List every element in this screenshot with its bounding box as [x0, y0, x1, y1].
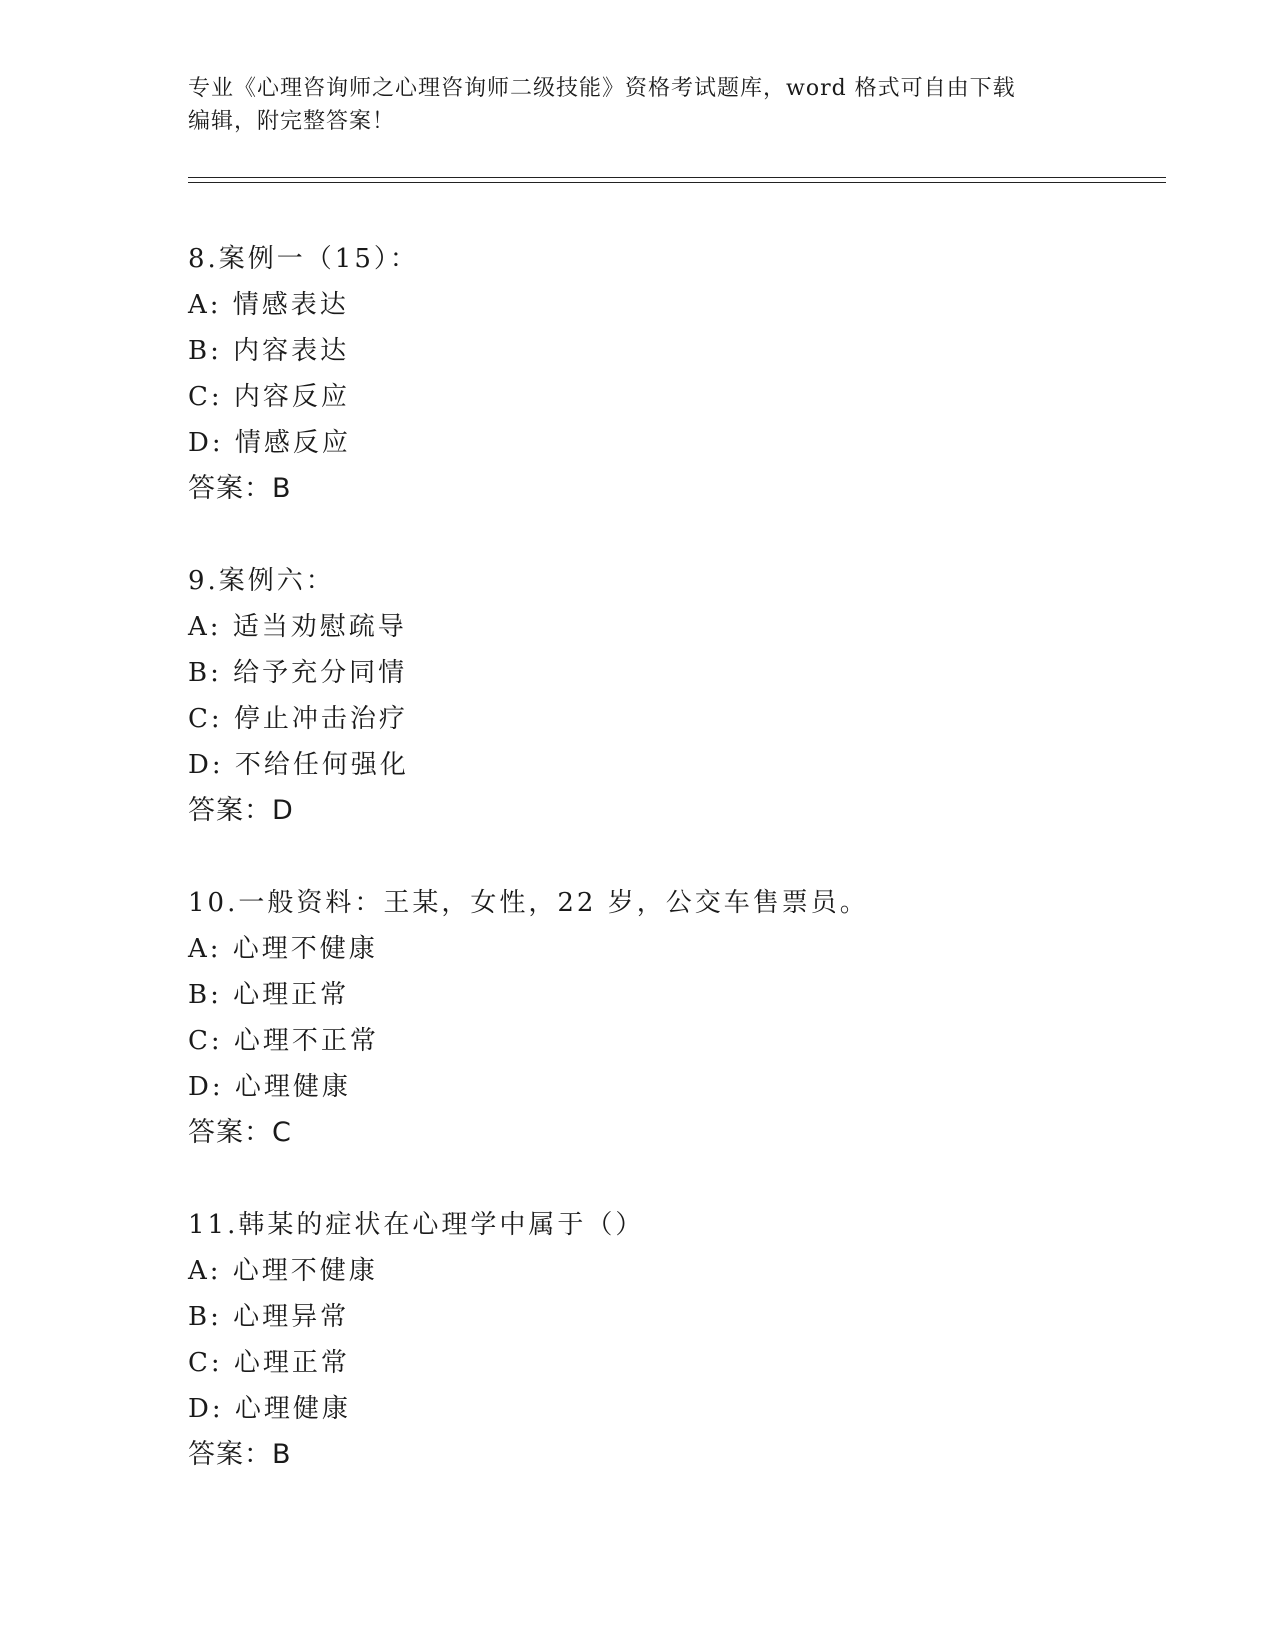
option-c: C: 心理正常 — [188, 1348, 350, 1378]
option-d: D: 不给任何强化 — [188, 750, 409, 780]
question-list — [188, 236, 1148, 1524]
question-title: 10.一般资料：王某，女性，22 岁，公交车售票员。 — [188, 888, 869, 918]
question-title: 11.韩某的症状在心理学中属于（） — [188, 1210, 645, 1240]
option-b: B: 心理正常 — [188, 980, 350, 1010]
answer-line: 答案：C — [188, 1117, 292, 1148]
option-a: A: 心理不健康 — [188, 934, 378, 964]
option-a: A: 适当劝慰疏导 — [188, 612, 407, 642]
question-9 — [188, 558, 1148, 834]
answer-line: 答案：B — [188, 473, 292, 504]
option-a: A: 情感表达 — [188, 290, 349, 320]
question-11 — [188, 1202, 1148, 1478]
option-b: B: 给予充分同情 — [188, 658, 408, 688]
header-divider-bottom — [188, 182, 1166, 183]
header-line-2: 编辑，附完整答案！ — [188, 109, 396, 134]
option-c: C: 停止冲击治疗 — [188, 704, 408, 734]
option-c: C: 内容反应 — [188, 382, 350, 412]
question-10 — [188, 880, 1148, 1156]
option-d: D: 心理健康 — [188, 1394, 351, 1424]
option-d: D: 心理健康 — [188, 1072, 351, 1102]
answer-line: 答案：B — [188, 1439, 292, 1470]
answer-line: 答案：D — [188, 795, 294, 826]
question-title: 8.案例一（15）： — [188, 244, 419, 274]
option-b: B: 心理异常 — [188, 1302, 350, 1332]
header-divider-top — [188, 177, 1166, 178]
option-b: B: 内容表达 — [188, 336, 350, 366]
option-c: C: 心理不正常 — [188, 1026, 379, 1056]
question-title: 9.案例六： — [188, 566, 335, 596]
option-a: A: 心理不健康 — [188, 1256, 378, 1286]
option-d: D: 情感反应 — [188, 428, 351, 458]
document-header — [188, 72, 1088, 138]
question-8 — [188, 236, 1148, 512]
header-line-1: 专业《心理咨询师之心理咨询师二级技能》资格考试题库，word 格式可自由下载 — [188, 76, 1016, 101]
